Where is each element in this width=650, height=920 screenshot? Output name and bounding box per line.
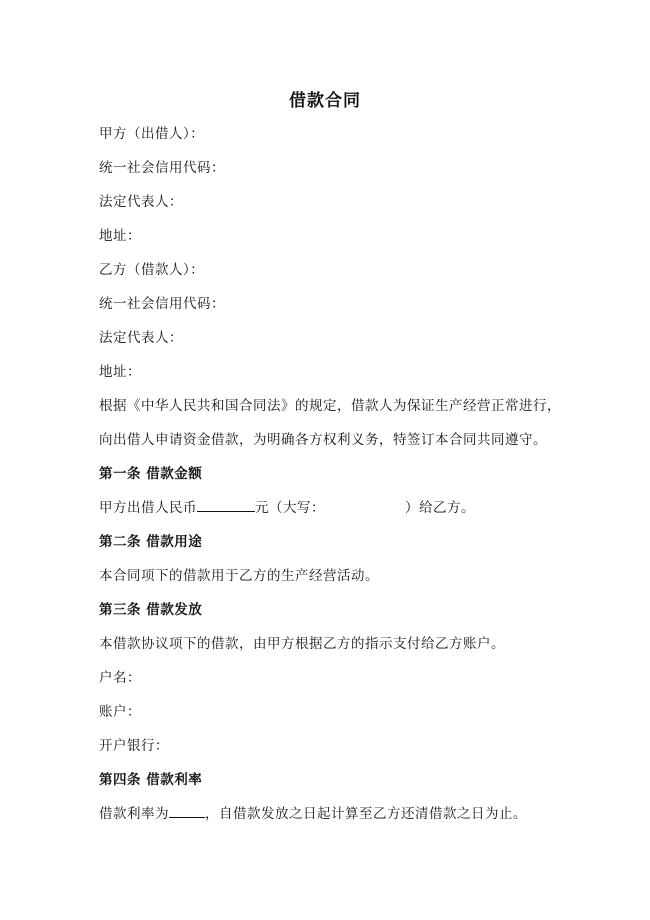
preamble-line-2: 向出借人申请资金借款，为明确各方权利义务，特签订本合同共同遵守。 [99,432,547,448]
opening-bank: 开户银行： [99,738,169,754]
party-a-address: 地址： [99,228,141,244]
preamble-line-1: 根据《中华人民共和国合同法》的规定，借款人为保证生产经营正常进行， [99,398,561,414]
article-3-heading: 第三条 借款发放 [99,602,203,618]
article-4-text [99,802,527,822]
account-name: 户名： [99,670,141,686]
article-2-text: 本合同项下的借款用于乙方的生产经营活动。 [99,568,379,584]
party-b-label: 乙方（借款人）： [99,262,205,278]
article-1-text [99,496,475,516]
article-4-text-after: ，自借款发放之日起计算至乙方还清借款之日为止。 [205,806,527,822]
document-title: 借款合同 [289,91,361,111]
article-1-text-middle: 元（大写： [255,500,325,516]
article-2-heading: 第二条 借款用途 [99,534,203,550]
article-3-text: 本借款协议项下的借款，由甲方根据乙方的指示支付给乙方账户。 [99,636,505,652]
party-b-address: 地址： [99,364,141,380]
article-1-heading: 第一条 借款金额 [99,466,203,482]
article-4-text-before: 借款利率为 [99,806,169,822]
amount-blank[interactable] [197,497,255,512]
party-a-label: 甲方（出借人）： [99,126,205,142]
account-number: 账户： [99,704,141,720]
party-b-representative: 法定代表人： [99,330,183,346]
article-1-text-after: ）给乙方。 [405,500,475,516]
party-a-credit-code: 统一社会信用代码： [99,160,225,176]
party-b-credit-code: 统一社会信用代码： [99,296,225,312]
interest-rate-blank[interactable] [169,803,205,818]
article-4-heading: 第四条 借款利率 [99,772,203,788]
article-1-text-before: 甲方出借人民币 [99,500,197,516]
party-a-representative: 法定代表人： [99,194,183,210]
